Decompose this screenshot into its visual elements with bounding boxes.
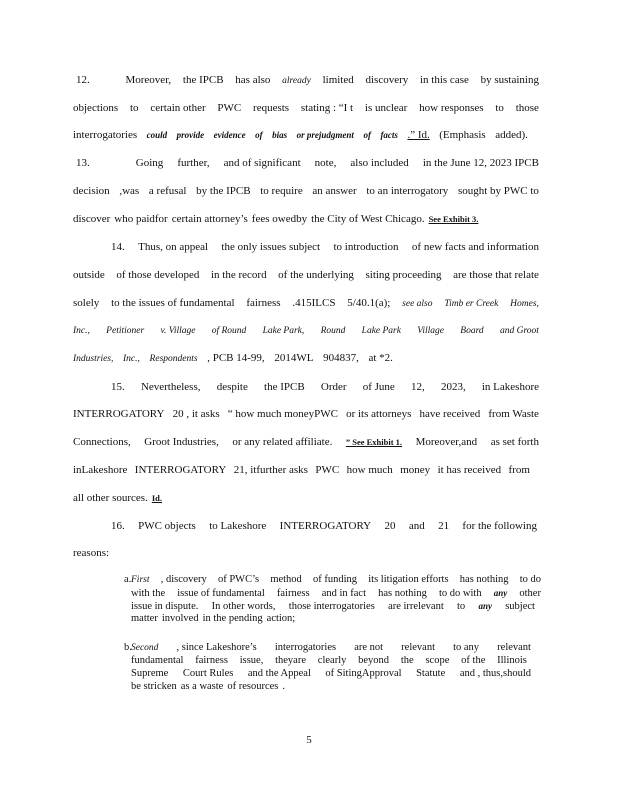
- list-marker: b.: [124, 642, 132, 653]
- list-marker: a.: [124, 574, 132, 585]
- text-line: matter involved in the pending action;: [131, 613, 296, 624]
- exhibit-reference: ” See Exhibit 1.: [345, 437, 403, 447]
- text-line: be stricken as a waste of resources .: [131, 681, 286, 692]
- page-number: 5: [306, 734, 312, 746]
- text-line: Second , since Lakeshore’s interrogatories are not relevant to any relevant: [131, 642, 531, 653]
- text-line: with the issue of fundamental fairness and in fact has nothing to do with any other: [131, 588, 541, 599]
- text-line: 16. PWC objects to Lakeshore INTERROGATORY 20 and 21 for the following: [111, 520, 537, 532]
- text-line: Connections, Groot Industries, or any related affiliate. ” See Exhibit 1. Moreover,and as set forth: [73, 436, 539, 448]
- text-line: INTERROGATORY 20 , it asks “ how much moneyPWC or its attorneys have received from Waste: [73, 408, 539, 420]
- text-line: 12. Moreover, the IPCB has also already limited discovery in this case by sustaining: [76, 74, 539, 86]
- text-line: reasons:: [73, 547, 110, 559]
- exhibit-reference: See Exhibit 3.: [428, 214, 479, 224]
- text-line: fundamental fairness issue, theyare clearly beyond the scope of the Illinois: [131, 655, 527, 666]
- text-line: Supreme Court Rules and the Appeal of SitingApproval Statute and , thus,should: [131, 668, 531, 679]
- text-line: all other sources. Id.: [73, 492, 163, 504]
- text-line: 13. Going further, and of significant note, also included in the June 12, 2023 IPCB: [76, 157, 539, 169]
- text-line: inLakeshore INTERROGATORY 21, itfurther asks PWC how much money it has received from: [73, 464, 530, 476]
- text-line: Industries, Inc., Respondents , PCB 14-99, 2014WL 904837, at *2.: [73, 352, 393, 364]
- text-line: outside of those developed in the record of the underlying siting proceeding are those that relate: [73, 269, 539, 281]
- text-line: 15. Nevertheless, despite the IPCB Order of June 12, 2023, in Lakeshore: [111, 381, 539, 393]
- text-line: decision ,was a refusal by the IPCB to require an answer to an interrogatory sought by PWC to: [73, 185, 539, 197]
- text-line: objections to certain other PWC requests stating : “I t is unclear how responses to those: [73, 102, 539, 114]
- text-line: interrogatories could provide evidence of bias or prejudgment of facts .” Id. (Emphasis added).: [73, 129, 528, 141]
- text-line: Inc., Petitioner v. Village of Round Lake Park, Round Lake Park Village Board and Groot: [73, 326, 539, 336]
- text-line: 14. Thus, on appeal the only issues subject to introduction of new facts and information: [111, 241, 539, 253]
- text-line: issue in dispute. In other words, those interrogatories are irrelevant to any subject: [131, 601, 535, 612]
- text-line: First , discovery of PWC’s method of funding its litigation efforts has nothing to do: [131, 574, 541, 585]
- text-line: discover who paidfor certain attorney’s fees owedby the City of West Chicago. See Exhibit 3.: [73, 213, 479, 225]
- text-line: solely to the issues of fundamental fairness .415ILCS 5/40.1(a); see also Timb er Creek Homes,: [73, 297, 539, 309]
